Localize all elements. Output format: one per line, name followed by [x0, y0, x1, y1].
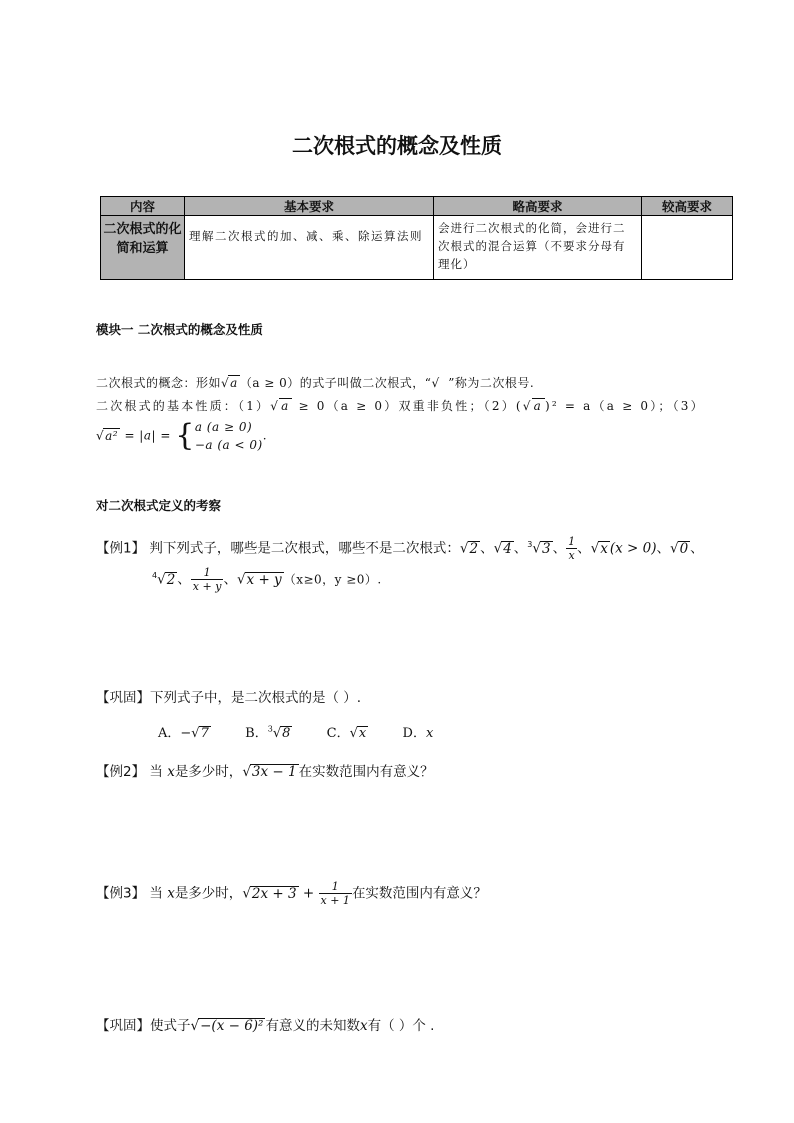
- module-heading: 模块一 二次根式的概念及性质: [96, 322, 263, 337]
- header-advanced: 略高要求: [434, 197, 642, 216]
- sqrt-icon: √: [270, 399, 281, 413]
- fraction: $\frac{1}{x + y}$: [192, 566, 222, 593]
- sqrt-icon: √: [522, 399, 533, 413]
- option-a: A．−√7: [158, 726, 209, 741]
- example-2-label: 【例2】: [96, 764, 146, 780]
- header-higher: 较高要求: [642, 197, 733, 216]
- example-1-line-1: 【例1】 判下列式子，哪些是二次根式，哪些不是二次根式：√2 、√4 、$^3$√3 、 $\frac{1}{x}$ 、√x (x > 0)、√0 、: [96, 535, 704, 562]
- fraction: $\frac{1}{x + 1}$: [320, 880, 350, 907]
- example-2: 【例2】 当 x是多少时，√3x − 1 在实数范围内有意义？: [96, 764, 434, 780]
- concept-line-1: 二次根式的概念：形如√a （a ≥ 0）的式子叫做二次根式，“√ ”称为二次根号.: [96, 376, 535, 390]
- option-d: D．x: [402, 726, 434, 741]
- fraction: $\frac{1}{x}$: [568, 535, 576, 562]
- brace-icon: {: [175, 418, 195, 453]
- consolidate-2: 【巩固】使式子√−(x − 6)² 有意义的未知数x有（ ）个 .: [96, 1018, 435, 1034]
- table-row: [101, 216, 733, 280]
- definition-heading: 对二次根式定义的考察: [96, 498, 222, 513]
- sqrt-icon: √: [221, 376, 230, 390]
- cell-advanced: 会进行二次根式的化简，会进行二次根式的混合运算（不要求分母有理化）: [434, 216, 642, 280]
- cell-basic: 理解二次根式的加、减、乘、除运算法则: [185, 216, 434, 280]
- requirements-table: [100, 196, 733, 280]
- cell-content: 二次根式的化简和运算: [101, 216, 185, 280]
- sqrt-icon: √: [96, 428, 105, 443]
- sqrt-icon: √: [431, 376, 449, 390]
- concept-line-2: 二次根式的基本性质：（1）√a ≥ 0（a ≥ 0）双重非负性；（2）(√a )² = a（a ≥ 0）；（3）: [96, 399, 705, 413]
- option-b: B．$^3$√8: [245, 724, 291, 741]
- cell-higher: [642, 216, 733, 280]
- example-3: 【例3】 当 x是多少时，√2x + 3 + $\frac{1}{x + 1}$ 在实数范围内有意义？: [96, 880, 487, 907]
- consolidate-1-question: 【巩固】下列式子中，是二次根式的是（ ）.: [96, 690, 362, 706]
- page-title: 二次根式的概念及性质: [292, 134, 502, 158]
- option-c: C．√x: [326, 726, 367, 741]
- header-content: 内容: [101, 197, 185, 216]
- concept-line-3: √a² = |a| = { a (a ≥ 0) −a (a < 0) .: [96, 418, 268, 453]
- example-3-label: 【例3】: [96, 885, 146, 902]
- consolidate-1-options: [158, 722, 433, 741]
- header-basic: 基本要求: [185, 197, 434, 216]
- consolidate-2-label: 【巩固】: [96, 1018, 150, 1034]
- cases: a (a ≥ 0) −a (a < 0): [194, 420, 263, 452]
- example-1-line-2: $^4$√2 、 $\frac{1}{x + y}$ 、√x + y （x≥0，y ≥0）.: [152, 566, 382, 593]
- table-header-row: [101, 197, 733, 216]
- example-1-label: 【例1】: [96, 540, 146, 557]
- consolidate-1-label: 【巩固】: [96, 690, 150, 706]
